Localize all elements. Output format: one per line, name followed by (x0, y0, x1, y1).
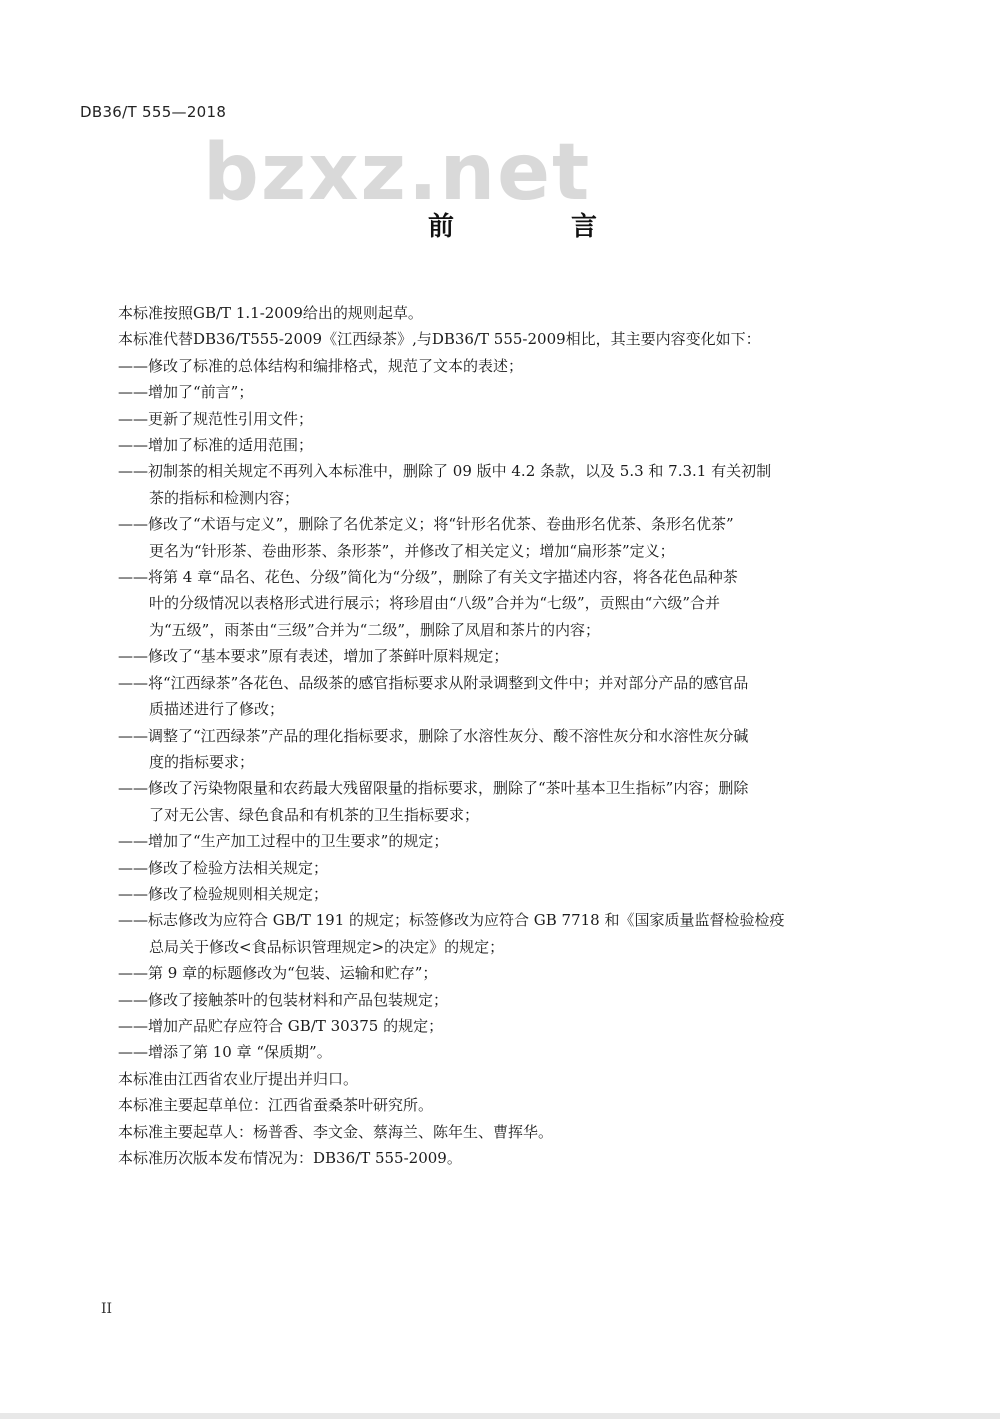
text-line: ——修改了检验规则相关规定； (118, 884, 329, 903)
text-line: ——第 9 章的标题修改为“包装、运输和贮存”； (118, 964, 438, 983)
text-line: ——更新了规范性引用文件； (118, 409, 314, 428)
text-line: 了对无公害、绿色食品和有机茶的卫生指标要求； (149, 805, 480, 824)
standard-code: DB36/T 555—2018 (80, 103, 227, 121)
text-line: 总局关于修改<食品标识管理规定>的决定》的规定； (149, 937, 505, 956)
preface-body (118, 300, 898, 1171)
text-line: 为“五级”，雨茶由“三级”合并为“二级”，删除了凤眉和茶片的内容； (149, 620, 601, 639)
text-line: ——增加产品贮存应符合 GB/T 30375 的规定； (118, 1016, 444, 1035)
text-line: ——修改了“术语与定义”，删除了名优茶定义；将“针形名优茶、卷曲形名优茶、条形名优茶” (118, 515, 734, 534)
page-bottom-edge (0, 1413, 1000, 1419)
text-line: ——增添了第 10 章 “保质期”。 (118, 1043, 332, 1062)
text-line: 度的指标要求； (149, 752, 255, 771)
text-line: ——将第 4 章“品名、花色、分级”简化为“分级”，删除了有关文字描述内容，将各花色品种茶 (118, 568, 738, 587)
text-line: 本标准历次版本发布情况为：DB36/T 555-2009。 (118, 1149, 462, 1167)
text-line: 更名为“针形茶、卷曲形茶、条形茶”，并修改了相关定义；增加“扁形茶”定义； (149, 541, 675, 560)
text-line: ——修改了标准的总体结构和编排格式，规范了文本的表述； (118, 356, 524, 375)
text-line: 本标准代替DB36/T555-2009《江西绿茶》,与DB36/T 555-2009相比，其主要内容变化如下： (118, 330, 761, 349)
text-line: 本标准主要起草单位：江西省蚕桑茶叶研究所。 (118, 1096, 434, 1115)
text-line: ——增加了“前言”； (118, 383, 254, 402)
text-line: ——增加了“生产加工过程中的卫生要求”的规定； (118, 832, 449, 851)
text-line: ——修改了接触茶叶的包装材料和产品包装规定； (118, 990, 449, 1009)
text-line: ——修改了污染物限量和农药最大残留限量的指标要求，删除了“茶叶基本卫生指标”内容；删除 (118, 779, 749, 798)
text-line: 本标准按照GB/T 1.1-2009给出的规则起草。 (118, 304, 423, 322)
text-line: ——增加了标准的适用范围； (118, 436, 314, 455)
text-line: ——初制茶的相关规定不再列入本标准中，删除了 09 版中 4.2 条款，以及 5.3 和 7.3.1 有关初制 (118, 462, 772, 481)
page-title: 前 言 (428, 212, 652, 242)
text-line: 叶的分级情况以表格形式进行展示；将珍眉由“八级”合并为“七级”，贡熙由“六级”合并 (149, 594, 721, 613)
watermark: bzxz.net (203, 128, 592, 218)
text-line: 质描述进行了修改； (149, 700, 285, 719)
text-line: 本标准主要起草人：杨普香、李文金、蔡海兰、陈年生、曹挥华。 (118, 1122, 554, 1141)
page-number: II (101, 1301, 113, 1317)
text-line: ——标志修改为应符合 GB/T 191 的规定；标签修改为应符合 GB 7718 和《国家质量监督检验检疫 (118, 911, 785, 930)
text-line: ——将“江西绿茶”各花色、品级茶的感官指标要求从附录调整到文件中；并对部分产品的感官品 (118, 673, 749, 692)
text-line: ——调整了“江西绿茶”产品的理化指标要求，删除了水溶性灰分、酸不溶性灰分和水溶性灰分碱 (118, 726, 749, 745)
text-line: ——修改了检验方法相关规定； (118, 858, 329, 877)
text-line: ——修改了“基本要求”原有表述，增加了茶鲜叶原料规定； (118, 647, 509, 666)
text-line: 本标准由江西省农业厅提出并归口。 (118, 1069, 359, 1088)
text-line: 茶的指标和检测内容； (149, 488, 300, 507)
